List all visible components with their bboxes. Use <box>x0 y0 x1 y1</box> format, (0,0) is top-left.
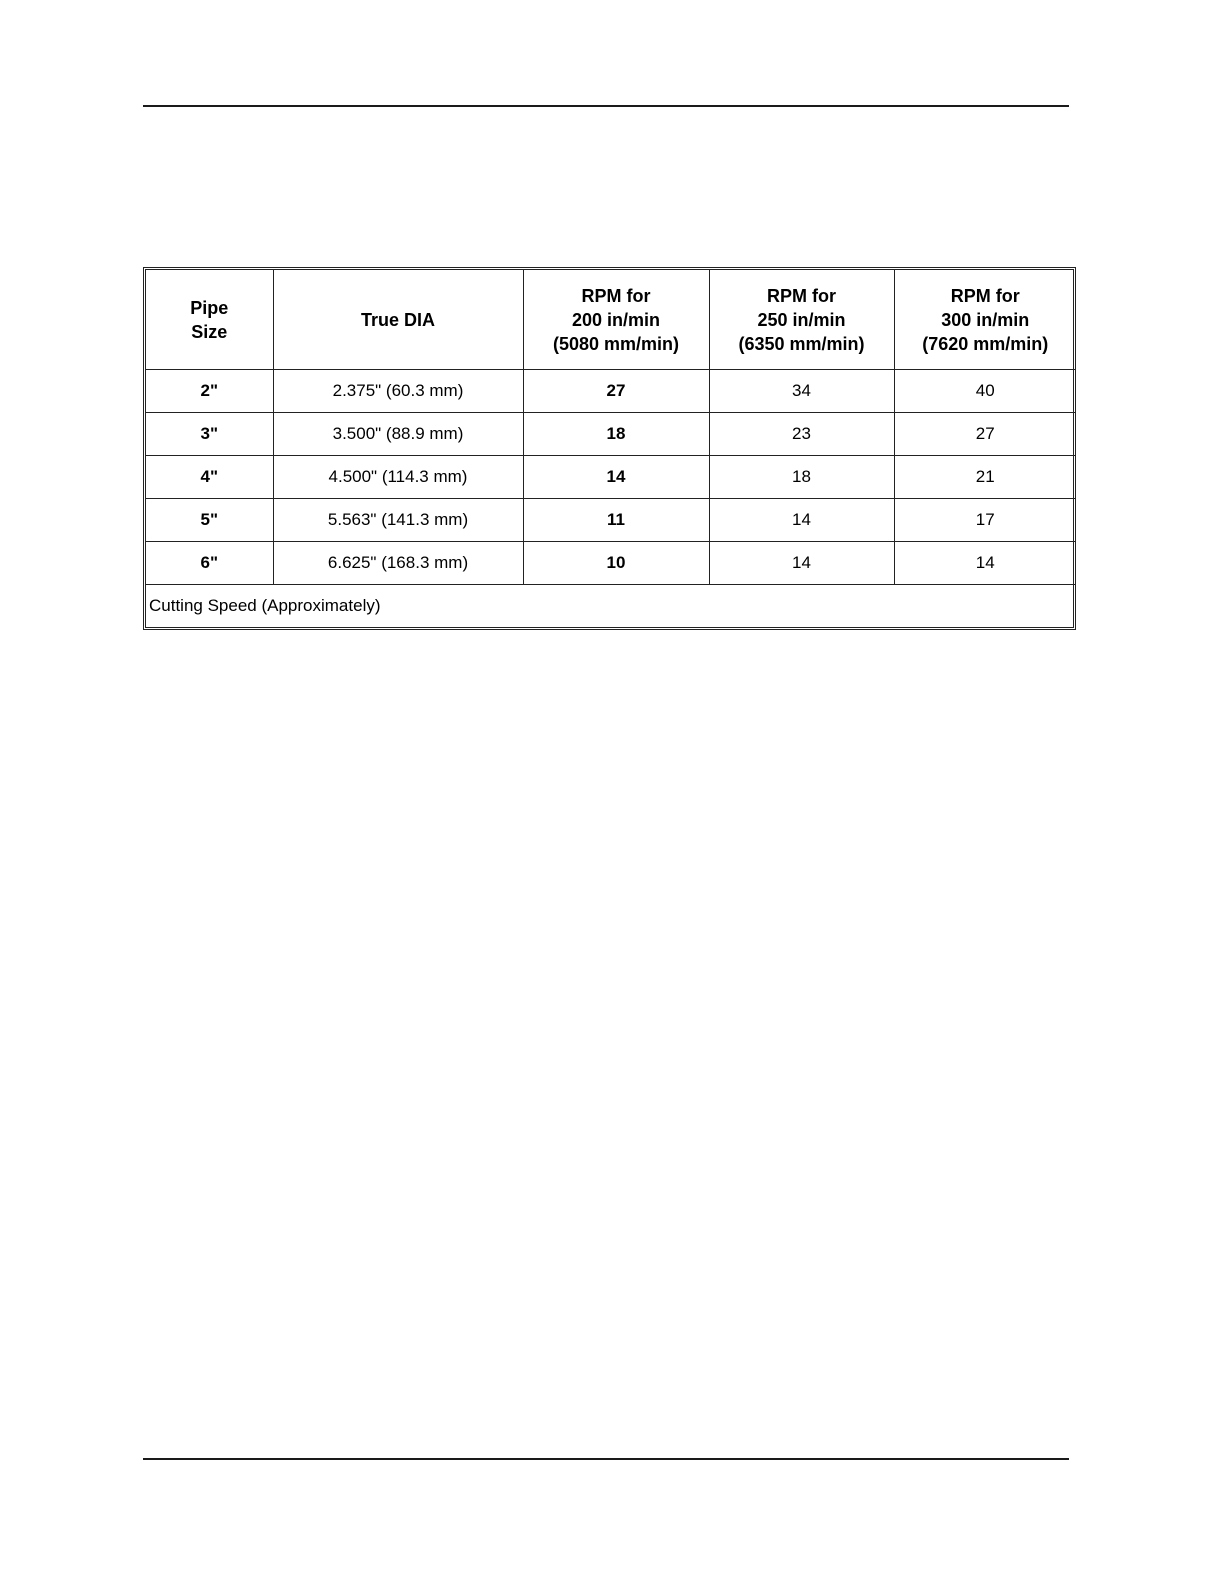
cell-rpm-200: 27 <box>523 370 709 413</box>
cutting-speed-table-frame <box>143 267 1076 630</box>
cell-rpm-300: 40 <box>894 370 1076 413</box>
cell-pipe-size: 4" <box>146 456 273 499</box>
table-row <box>146 456 1076 499</box>
table-row <box>146 370 1076 413</box>
table-footer-row <box>146 585 1076 628</box>
cell-rpm-250: 18 <box>709 456 894 499</box>
header-pipe-size: Pipe Size <box>146 270 273 370</box>
cell-pipe-size: 3" <box>146 413 273 456</box>
cell-true-dia: 3.500" (88.9 mm) <box>273 413 523 456</box>
cell-rpm-300: 21 <box>894 456 1076 499</box>
cell-rpm-300: 14 <box>894 542 1076 585</box>
header-rule <box>143 105 1069 107</box>
footer-rule <box>143 1458 1069 1460</box>
cell-rpm-200: 18 <box>523 413 709 456</box>
cell-true-dia: 5.563" (141.3 mm) <box>273 499 523 542</box>
cell-rpm-300: 17 <box>894 499 1076 542</box>
table-caption: Cutting Speed (Approximately) <box>146 585 1076 628</box>
table-header-row <box>146 270 1076 370</box>
header-rpm-300: RPM for 300 in/min (7620 mm/min) <box>894 270 1076 370</box>
table-row <box>146 499 1076 542</box>
cell-true-dia: 6.625" (168.3 mm) <box>273 542 523 585</box>
cell-rpm-250: 14 <box>709 499 894 542</box>
header-true-dia: True DIA <box>273 270 523 370</box>
table-row <box>146 542 1076 585</box>
cell-rpm-250: 14 <box>709 542 894 585</box>
cell-rpm-250: 34 <box>709 370 894 413</box>
header-rpm-250: RPM for 250 in/min (6350 mm/min) <box>709 270 894 370</box>
table-row <box>146 413 1076 456</box>
header-rpm-200: RPM for 200 in/min (5080 mm/min) <box>523 270 709 370</box>
cell-rpm-250: 23 <box>709 413 894 456</box>
cell-pipe-size: 2" <box>146 370 273 413</box>
cell-rpm-200: 14 <box>523 456 709 499</box>
cell-true-dia: 4.500" (114.3 mm) <box>273 456 523 499</box>
cutting-speed-table <box>146 270 1076 627</box>
cell-pipe-size: 5" <box>146 499 273 542</box>
cell-rpm-300: 27 <box>894 413 1076 456</box>
cell-rpm-200: 11 <box>523 499 709 542</box>
cell-pipe-size: 6" <box>146 542 273 585</box>
cell-true-dia: 2.375" (60.3 mm) <box>273 370 523 413</box>
cell-rpm-200: 10 <box>523 542 709 585</box>
